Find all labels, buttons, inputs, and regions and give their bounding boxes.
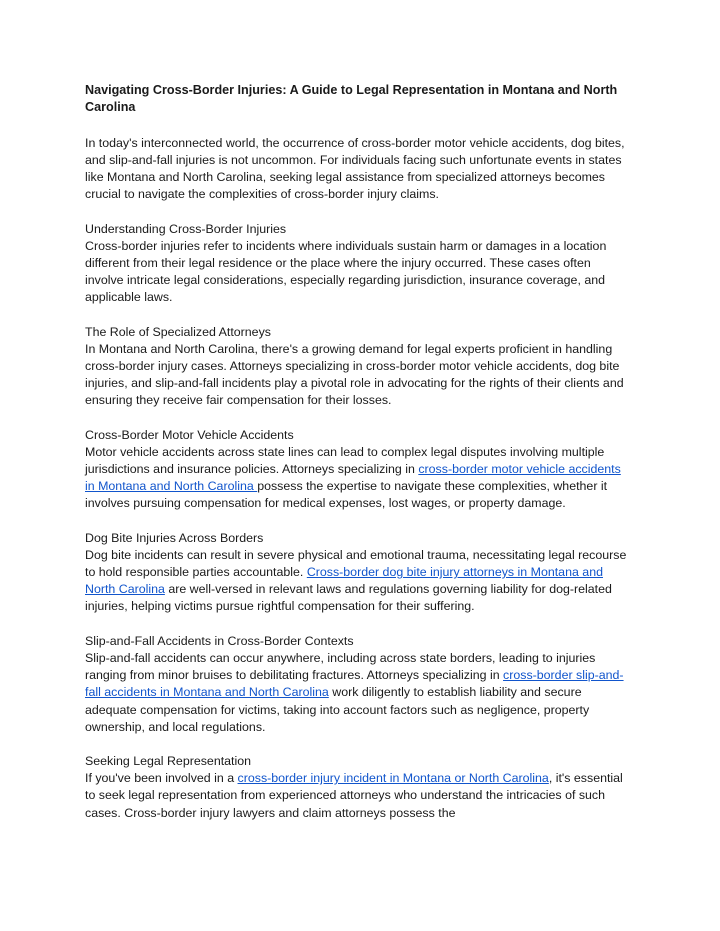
section-motor-vehicle [85, 427, 632, 513]
body-text-after: work diligently to establish liability and secure adequate compensation for victims, taking into account factors such as negligence, property ownership, and local regulations. [85, 685, 590, 734]
section-dog-bite [85, 530, 632, 616]
body-text-after: are well-versed in relevant laws and regulations governing liability for dog-related injuries, helping victims pursue rightful compensation for their suffering. [85, 582, 612, 614]
section-seeking-representation [85, 753, 632, 822]
body-text-after: possess the expertise to navigate these complexities, whether it involves pursuing compensation for medical expenses, lost wages, or property damage. [85, 479, 608, 511]
section-body: Cross-border injuries refer to incidents where individuals sustain harm or damages in a location different from their legal residence or the place where the injury occurred. These cases often involve intricate legal considerations, especially regarding jurisdiction, insurance coverage, and applicable laws. [85, 238, 607, 305]
body-text-before: Dog bite incidents can result in severe physical and emotional trauma, necessitating legal recourse to hold responsible parties accountable. [85, 547, 627, 580]
section-heading: Slip-and-Fall Accidents in Cross-Border Contexts [85, 633, 354, 648]
section-heading: Understanding Cross-Border Injuries [85, 221, 287, 236]
motor-vehicle-accidents-link[interactable]: cross-border motor vehicle accidents in Montana and North Carolina [85, 462, 621, 494]
cross-border-injury-incident-link[interactable]: cross-border injury incident in Montana or North Carolina [237, 771, 549, 786]
section-body [85, 650, 632, 736]
body-text-before: Slip-and-fall accidents can occur anywhere, including across state borders, leading to injuries ranging from minor bruises to debilitating fractures. Attorneys specializing in [85, 650, 596, 683]
section-heading: The Role of Specialized Attorneys [85, 324, 271, 339]
section-role-of-attorneys [85, 324, 632, 410]
body-text-after: , it's essential to seek legal representation from experienced attorneys who understand the intricacies of such cases. Cross-border injury lawyers and claim attorneys possess the [85, 771, 623, 820]
section-body [85, 770, 632, 822]
section-heading: Cross-Border Motor Vehicle Accidents [85, 427, 294, 442]
section-slip-and-fall [85, 633, 632, 736]
section-understanding [85, 221, 632, 307]
body-text-before: Motor vehicle accidents across state lines can lead to complex legal disputes involving multiple jurisdictions and insurance policies. Attorneys specializing in [85, 444, 605, 477]
section-heading: Dog Bite Injuries Across Borders [85, 530, 264, 545]
document-title: Navigating Cross-Border Injuries: A Guide to Legal Representation in Montana and North Carolina [85, 83, 618, 115]
slip-and-fall-accidents-link[interactable]: cross-border slip-and-fall accidents in Montana and North Carolina [85, 668, 624, 700]
section-body: In Montana and North Carolina, there's a growing demand for legal experts proficient in handling cross-border injury cases. Attorneys specializing in cross-border motor vehicle accidents, dog bite injuries, and slip-and-fall incidents play a pivotal role in advocating for the rights of their clients and ensuring they receive fair compensation for their losses. [85, 341, 624, 408]
dog-bite-attorneys-link[interactable]: Cross-border dog bite injury attorneys in Montana and North Carolina [85, 565, 603, 597]
section-heading: Seeking Legal Representation [85, 753, 252, 768]
intro-paragraph: In today's interconnected world, the occurrence of cross-border motor vehicle accidents, dog bites, and slip-and-fall injuries is not uncommon. For individuals facing such unfortunate events in states like Montana and North Carolina, seeking legal assistance from specialized attorneys becomes crucial to navigate the complexities of cross-border injury claims. [85, 135, 625, 202]
section-body [85, 547, 632, 616]
section-body [85, 444, 632, 513]
body-text-before: If you've been involved in a [85, 771, 238, 786]
